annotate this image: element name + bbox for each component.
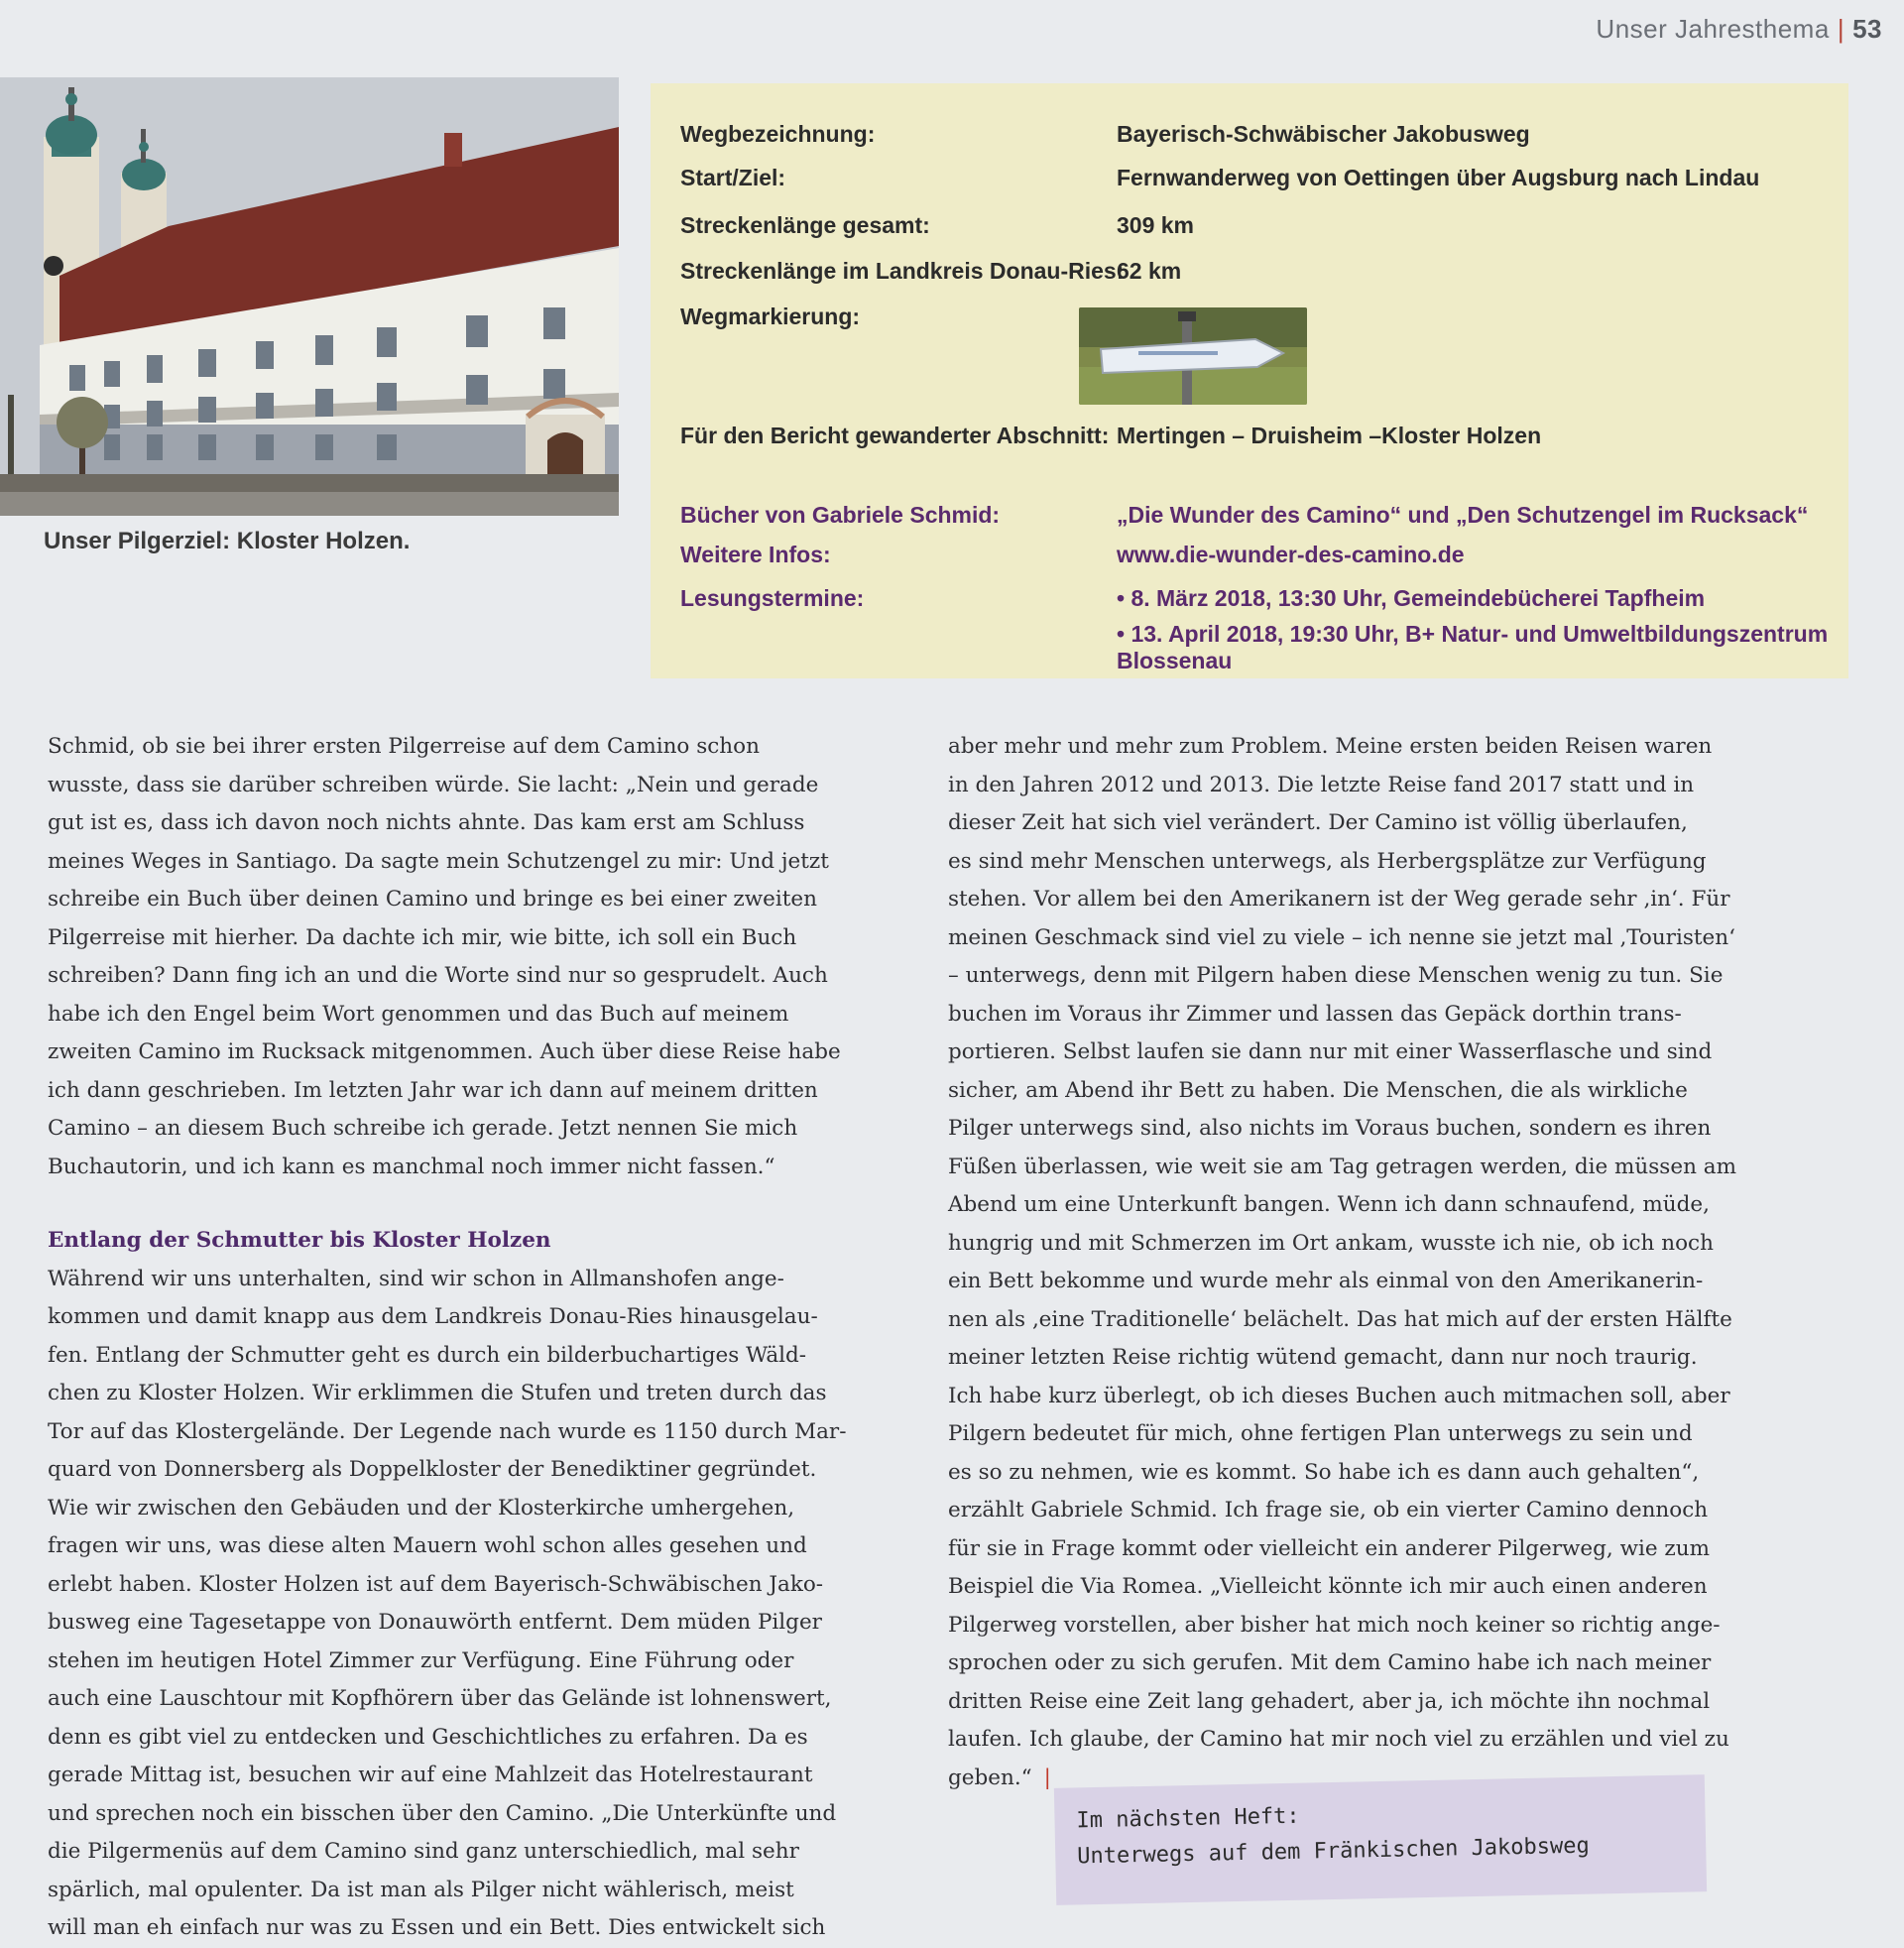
section-title: Unser Jahresthema	[1596, 14, 1830, 44]
reading-date-item: • 8. März 2018, 13:30 Uhr, Gemeindebücherei Tapfheim	[1117, 585, 1706, 611]
route-info-box	[651, 83, 1848, 678]
next-issue-title: Unterwegs auf dem Fränkischen Jakobsweg	[1077, 1833, 1590, 1870]
website-link[interactable]: www.die-wunder-des-camino.de	[1117, 542, 1465, 567]
info-label: Für den Bericht gewanderter Abschnitt:	[680, 423, 1110, 448]
info-value: Fernwanderweg von Oettingen über Augsburg nach Lindau	[1117, 165, 1760, 190]
next-issue-box	[1054, 1774, 1707, 1905]
info-label: Wegbezeichnung:	[680, 121, 876, 147]
page-number: 53	[1852, 14, 1882, 44]
article-paragraph: Schmid, ob sie bei ihrer ersten Pilgerreise auf dem Camino schon wusste, dass sie darüber schreiben würde. Sie lacht: „Nein und gerade gut ist es, dass ich davon noch nichts ahnte. Das kam erst am Schluss meines Weges in Santiago. Da sagte mein Schutzengel zu mir: Und jetzt schreibe ein Buch über deinen Camino und bringe es bei einer zweiten Pilgerreise mit hierher. Da dachte ich mir, wie bitte, ich soll ein Buch schreiben? Dann fing ich an und die Worte sind nur so gesprudelt. Auch habe ich den Engel beim Wort genommen und das Buch auf meinem zweiten Camino im Rucksack mitgenommen. Auch über diese Reise habe ich dann geschrieben. Im letzten Jahr war ich dann auf meinem dritten Camino – an diesem Buch schreibe ich gerade. Jetzt nennen Sie mich Buchautorin, und ich kann es manchmal noch immer nicht fassen.“	[48, 734, 841, 1179]
article-end-mark: |	[1043, 1765, 1051, 1790]
info-label: Bücher von Gabriele Schmid:	[680, 502, 1001, 528]
article-subheading: Entlang der Schmutter bis Kloster Holzen	[48, 1228, 551, 1253]
info-value: „Die Wunder des Camino“ und „Den Schutzengel im Rucksack“	[1117, 502, 1809, 528]
next-issue-label: Im nächsten Heft:	[1076, 1803, 1300, 1834]
info-label: Streckenlänge gesamt:	[680, 212, 930, 238]
article-column-left	[48, 728, 920, 1948]
page-header	[1596, 14, 1882, 45]
header-separator: |	[1837, 14, 1845, 44]
info-value: 309 km	[1117, 212, 1195, 238]
info-value: 62 km	[1117, 258, 1182, 284]
info-value: Mertingen – Druisheim –Kloster Holzen	[1117, 423, 1542, 448]
article-text: aber mehr und mehr zum Problem. Meine ersten beiden Reisen waren in den Jahren 2012 und 2013. Die letzte Reise fand 2017 statt und in dieser Zeit hat sich viel verändert. Der Camino ist völlig überlaufen, es sind mehr Menschen unterwegs, als Herbergsplätze zur Verfügung stehen. Vor allem bei den Amerikanern ist der Weg gerade sehr ‚in‘. Für meinen Geschmack sind viel zu viele – ich nenne sie jetzt mal ‚Touristen‘ – unterwegs, denn mit Pilgern haben diese Menschen wenig zu tun. Sie buchen im Voraus ihr Zimmer und lassen das Gepäck dorthin trans- portieren. Selbst laufen sie dann nur mit einer Wasserflasche und sind sicher, am Abend ihr Bett zu haben. Die Menschen, die als wirkliche Pilger unterwegs sind, also nichts im Voraus buchen, sondern es ihren Füßen überlassen, wie weit sie am Tag getragen werden, die müssen am Abend um eine Unterkunft bangen. Wenn ich dann schnaufend, müde, hungrig und mit Schmerzen im Ort ankam, wusste ich nie, ob ich noch ein Bett bekomme und wurde mehr als einmal von den Amerikanerin- nen als ‚eine Traditionelle‘ belächelt. Das hat mich auf der ersten Hälfte meiner letzten Reise richtig wütend gemacht, dann nur noch traurig. Ich habe kurz überlegt, ob ich dieses Buchen auch mitmachen soll, aber Pilgern bedeutet für mich, ohne fertigen Plan unterwegs zu sein und es so zu nehmen, wie es kommt. So habe ich es dann auch gehalten“, erzählt Gabriele Schmid. Ich frage sie, ob ein vierter Camino dennoch für sie in Frage kommt oder vielleicht ein anderer Pilgerweg, wie zum Beispiel die Via Romea. „Vielleicht könnte ich mir auch einen anderen Pilgerweg vorstellen, aber bisher hat mich noch keiner so richtig ange- sprochen oder zu sich gerufen. Mit dem Camino habe ich nach meiner dritten Reise eine Zeit lang gehadert, aber ja, ich möchte ihn nochmal laufen. Ich glaube, der Camino hat mir noch viel zu erzählen und viel zu geben.“	[948, 734, 1736, 1790]
article-paragraph	[948, 728, 1821, 1797]
article-paragraph: Während wir uns unterhalten, sind wir schon in Allmanshofen ange- kommen und damit knapp aus dem Landkreis Donau-Ries hinausgelau- fen. Entlang der Schmutter geht es durch ein bilderbuchartiges Wäld- chen zu Kloster Holzen. Wir erklimmen die Stufen und treten durch das Tor auf das Klostergelände. Der Legende nach wurde es 1150 durch Mar- quard von Donnersberg als Doppelkloster der Benediktiner gegründet. Wie wir zwischen den Gebäuden und der Klosterkirche umhergehen, fragen wir uns, was diese alten Mauern wohl schon alles gesehen und erlebt haben. Kloster Holzen ist auf dem Bayerisch-Schwäbischen Jako- busweg eine Tagesetappe von Donauwörth entfernt. Dem müden Pilger stehen im heutigen Hotel Zimmer zur Verfügung. Eine Führung oder auch eine Lauschtour mit Kopfhörern über das Gelände ist lohnenswert, denn es gibt viel zu entdecken und Geschichtliches zu erfahren. Da es gerade Mittag ist, besuchen wir auf eine Mahlzeit das Hotelrestaurant und sprechen noch ein bisschen über den Camino. „Die Unterkünfte und die Pilgermenüs auf dem Camino sind ganz unterschiedlich, mal sehr spärlich, mal opulenter. Da ist man als Pilger nicht wählerisch, meist will man eh einfach nur was zu Essen und ein Bett. Dies entwickelt sich	[48, 1266, 847, 1940]
wegmarkierung-sign-photo	[1079, 307, 1307, 405]
photo-caption: Unser Pilgerziel: Kloster Holzen.	[44, 528, 411, 554]
info-value: Bayerisch-Schwäbischer Jakobusweg	[1117, 121, 1530, 147]
article-column-right	[948, 728, 1821, 1797]
info-label: Weitere Infos:	[680, 542, 831, 567]
info-label: Streckenlänge im Landkreis Donau-Ries:	[680, 258, 1125, 284]
info-label: Lesungstermine:	[680, 585, 865, 611]
info-label: Start/Ziel:	[680, 165, 786, 190]
info-label: Wegmarkierung:	[680, 304, 861, 329]
reading-date-item: • 13. April 2018, 19:30 Uhr, B+ Natur- und Umweltbildungszentrum Blossenau	[1117, 621, 1829, 673]
kloster-holzen-photo	[0, 77, 619, 516]
